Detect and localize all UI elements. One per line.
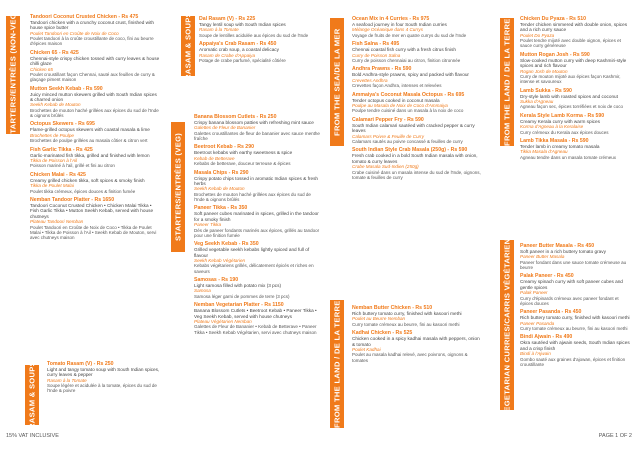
- menu-item-description: Tandoori chicken with a crunchy coconut crust, finished with house spice butter: [30, 20, 155, 31]
- menu-item-french-title: Tikka de Poulet Malai: [30, 183, 74, 189]
- menu-item-description: Dry-style lamb with roasted spices and coconut: [520, 93, 618, 99]
- menu-item-title: Chicken 65 - Rs 425: [30, 49, 79, 56]
- menu-item-french-title: Chicken 65: [30, 66, 53, 72]
- menu-item-french-title: Tikka de Poisson à l'Ail: [30, 158, 78, 164]
- footer-page-number: PAGE 1 OF 2: [598, 433, 632, 439]
- column-4-bottom: [520, 243, 632, 370]
- menu-item: [194, 170, 320, 203]
- menu-item-french-title: Sukka d'Agneau: [520, 99, 554, 105]
- menu-item-french-title: Kebab de Betterave: [194, 155, 235, 161]
- menu-item-french-description: Gombo sauté aux graines d'ajowan, épices et finition croustillante: [520, 356, 626, 367]
- menu-item-title: Masala Chips - Rs 290: [194, 169, 249, 176]
- menu-item-description: Crispy banana blossom patties with refreshing mint sauce: [194, 120, 314, 125]
- menu-item-description: Creamy grilled chicken tikka, soft spices & smoky finish: [30, 177, 145, 183]
- menu-item-french-description: Poulet tikka crémeux, épices douces & finition fumée: [30, 188, 136, 194]
- menu-item-french-description: Poisson mariné à l'ail, grillé et fini au citron: [30, 163, 115, 169]
- menu-item-french-title: Bindi à l'Ajwain: [520, 351, 551, 357]
- menu-item-description: Flame-grilled octopus skewers with coastal masala & lime: [30, 127, 150, 133]
- menu-item-description: Garlic-marinated fish tikka, grilled and finished with lemon: [30, 152, 150, 158]
- column-3-bottom: [352, 305, 482, 366]
- menu-item-title: Ocean Mix in 4 Curries - Rs 975: [352, 16, 430, 22]
- menu-item-french-description: Galettes croustillantes de fleur de bananier avec sauce menthe fraîche: [194, 130, 320, 142]
- menu-item: [30, 147, 160, 169]
- column-1-bottom: [47, 361, 162, 397]
- menu-item-french-title: Curry de Poisson Salna: [352, 52, 401, 58]
- menu-item-french-description: Kebabs de betterave, douceur terreuse & épices: [194, 161, 291, 167]
- menu-item-french-description: Curry d'épinards crémeux avec paneer fondant et épices douces: [520, 295, 619, 306]
- menu-item: [194, 302, 320, 335]
- menu-item-french-title: Seekh Kebab de Mouton: [30, 102, 81, 108]
- menu-item: [352, 16, 482, 38]
- menu-item-french-description: Poulet tandoori à la croûte croustillante de coco, fini au beurre d'épices maison: [30, 36, 154, 47]
- menu-item-description: Aromatic crab soup, a coastal delicacy: [199, 47, 279, 53]
- menu-item-title: Kerala Style Lamb Korma - Rs 590: [520, 112, 605, 119]
- menu-item: [352, 66, 482, 88]
- menu-item-french-title: Poulet Tandoori en Croûte de Noix de Coco: [30, 30, 119, 36]
- column-3-top: [352, 16, 482, 183]
- menu-item-title: Paneer Butter Masala - Rs 450: [520, 243, 595, 249]
- menu-item-description: A seafood journey in four South Indian curries: [352, 22, 447, 27]
- menu-item-description: Rich buttery tomato curry, finished with kasoori methi: [352, 311, 462, 316]
- menu-item-french-title: Palak Paneer: [520, 290, 548, 296]
- menu-item-french-description: Poulpe tendre cuisiné dans un masala à la noix de coco: [352, 108, 464, 114]
- menu-item-title: Calamari Pepper Fry - Rs 590: [352, 116, 424, 123]
- menu-item-french-description: Soupe légère et acidulée à la tomate, épices du sud de l'Inde & poivre: [47, 383, 157, 394]
- menu-item-description: Chicken cooked in a spicy kadhai masala with peppers, onion & tomato: [352, 336, 480, 347]
- menu-item: [520, 113, 632, 135]
- menu-item-description: Tandoori Coconut Crusted Chicken • Chicken Malai Tikka • Fish Garlic Tikka • Mutton Seekh Kebab, served with house chutneys: [30, 203, 154, 219]
- menu-item-description: Light samosa filled with potato mix (3 pcs): [194, 283, 282, 289]
- menu-item-description: Crispy potato chips tossed in aromatic Indian spices & fresh herbs: [194, 175, 319, 187]
- menu-item-title: Ammaiya's Coconut Masala Octopus - Rs 695: [352, 91, 465, 98]
- menu-item-french-title: Seekh Kebab Végétarien: [194, 258, 246, 264]
- menu-item-french-title: Poulet au Beurre Nemban: [352, 316, 406, 322]
- menu-item-description: Tender chicken simmered with double onion, spices and a rich curry sauce: [520, 22, 628, 33]
- menu-item-description: Grilled vegetable seekh kebabs lightly spiced and full of flavour: [194, 247, 310, 258]
- menu-item-title: Fish Salna - Rs 495: [352, 41, 400, 48]
- section-tab-sea: FROM THE SEA/DE LA MER: [330, 18, 344, 146]
- menu-item-title: Fish Garlic Tikka - Rs 425: [30, 146, 93, 153]
- menu-item-title: Nemban Butter Chicken - Rs 510: [352, 305, 433, 311]
- menu-item: [520, 243, 632, 270]
- menu-item-title: Samosas - Rs 190: [194, 277, 239, 284]
- menu-item-french-description: Agneau tendre dans un masala tomate crémeux: [520, 154, 617, 160]
- menu-item-french-title: Paneer Butter Masala: [520, 254, 565, 260]
- column-2-top: [199, 16, 319, 66]
- menu-item-french-description: Soupe de lentilles acidulée aux épices du sud de l'Inde: [199, 32, 309, 38]
- menu-item: [520, 334, 632, 367]
- menu-item-title: Bindi Ajwain - Rs 490: [520, 334, 573, 341]
- menu-item-title: Paneer Pasanda - Rs 450: [520, 309, 582, 316]
- menu-item-french-description: Voyage de fruits de mer en quatre currys du sud de l'Inde: [352, 32, 467, 38]
- menu-item: [30, 121, 160, 143]
- menu-item-french-description: Poulet Tandoori en Croûte de Noix de Coco • Tikka de Poulet Malai • Tikka de Poisson à l'Ail • Seekh Kebab de Mouton, servi avec chutneys maison: [30, 224, 157, 241]
- menu-item-title: Beetroot Kebab - Rs 290: [194, 144, 254, 151]
- menu-item: [352, 305, 482, 327]
- menu-item: [352, 92, 482, 114]
- menu-item-title: Lamb Tikka Masala - Rs 590: [520, 138, 589, 145]
- menu-item-french-title: Rasam à la Tomate: [47, 377, 87, 383]
- column-2-mid: [194, 114, 320, 338]
- menu-item: [30, 14, 160, 47]
- menu-item-french-description: Poulet au masala kadhai relevé, avec poivrons, oignons & tomates: [352, 352, 468, 363]
- menu-item-description: Beetroot kebabs with earthy sweetness & spice: [194, 150, 293, 156]
- menu-item: [194, 144, 320, 166]
- menu-item-title: Octopus Skewers - Rs 695: [30, 121, 95, 128]
- menu-item-title: Chicken Du Pyaza - Rs 510: [520, 16, 587, 22]
- menu-item-title: Palak Paneer - Rs 450: [520, 273, 574, 280]
- menu-item-french-title: Rogan Josh de Mouton: [520, 68, 568, 74]
- menu-item-description: Fresh crab cooked in a bold South Indian masala with onion, tomato & curry leaves: [352, 153, 478, 164]
- column-4-top: [520, 16, 632, 163]
- menu-item: [520, 138, 632, 160]
- section-tab-rasam-soups-2: RASAM & SOUPS: [181, 16, 195, 76]
- menu-item-title: South Indian Style Crab Masala (250g) - Rs 590: [352, 147, 468, 154]
- menu-item: [30, 172, 160, 194]
- menu-item-description: Tangy lentil soup with South Indian spices: [199, 22, 286, 27]
- menu-item-description: Slow-cooked mutton curry with deep Kashmiri-style spices and rich flavour: [520, 57, 627, 69]
- menu-item-description: Bold Andhra-style prawns, spicy and packed with flavour: [352, 72, 469, 78]
- menu-item-description: Tender lamb in creamy tomato masala: [520, 144, 600, 150]
- menu-item-french-title: Plateau Végétarien Nemban: [194, 319, 252, 325]
- menu-item: [47, 361, 162, 394]
- menu-item-description: Light and tangy tomato soup with South Indian spices, curry leaves & pepper: [47, 367, 160, 378]
- menu-item: [199, 16, 319, 38]
- menu-item-description: Chennai coastal fish curry with a fresh citrus finish: [352, 47, 456, 53]
- menu-item-french-title: Galettes de Fleur de Bananier: [194, 125, 256, 131]
- menu-item-title: Lamb Sukka - Rs 590: [520, 87, 572, 94]
- section-tab-land-right: FROM THE LAND / DE LA TERRE: [500, 18, 514, 146]
- menu-item-description: South Indian calamari sautéed with cracked pepper & curry leaves: [352, 122, 475, 134]
- menu-item-title: Dal Rasam (V) - Rs 225: [199, 16, 256, 22]
- section-tab-starters-veg: STARTERS/ENTRÉES (VEG): [171, 122, 185, 252]
- menu-item-french-title: Plateau Tandoori Nemban: [30, 219, 84, 225]
- menu-item: [520, 273, 632, 306]
- menu-item-title: Tomato Rasam (V) - Rs 250: [47, 361, 114, 367]
- menu-item-french-description: Brochettes de poulpe grillées au masala côtier & citron vert: [30, 138, 148, 144]
- menu-item-french-description: Curry de mouton mijoté aux épices façon Kashmir, intense et savoureux: [520, 74, 621, 85]
- section-tab-veg-curries: VEGETARIAN CURRIES/CARRIS VÉGÉTARIENS: [500, 240, 514, 410]
- menu-item: [194, 277, 320, 299]
- menu-item-french-description: Samosa léger garni de pommes de terre (3 pcs): [194, 293, 290, 299]
- menu-item-title: Paneer Tikka - Rs 350: [194, 205, 248, 212]
- menu-item-description: Okra sautéed with ajwain seeds, South Indian spices and a crisp finish: [520, 340, 630, 351]
- menu-item: [194, 114, 320, 141]
- menu-item-french-title: Samosa: [194, 288, 211, 294]
- menu-item-french-title: Mélange Océanique dans 4 Currys: [352, 27, 423, 33]
- menu-item-title: Mutton Seekh Kebab - Rs 590: [30, 85, 103, 92]
- column-1-top: [30, 14, 160, 243]
- menu-item-french-title: Rasam à la Tomate: [199, 27, 239, 33]
- menu-item: [520, 16, 632, 49]
- footer-vat-note: 15% VAT INCLUSIVE: [6, 433, 59, 439]
- menu-item-french-title: Rasam de Crabe d'Appaiya: [199, 52, 256, 58]
- menu-item-title: Mutton Rogan Josh - Rs 590: [520, 51, 590, 58]
- menu-item-french-title: Paneer Tikka: [194, 222, 222, 228]
- menu-item-french-title: Poulet Kadhai: [352, 347, 381, 353]
- menu-item-french-description: Curry crémeux du Kerala aux épices douces: [520, 129, 609, 135]
- menu-item-description: Creamy spinach curry with soft paneer cubes and gentle spices: [520, 279, 623, 290]
- menu-item: [352, 330, 482, 363]
- menu-item-french-description: Dés de paneer fondants marinés aux épices, grillés au tandoor pour une finition fumée: [194, 227, 320, 238]
- section-tab-rasam-soups-1: RASAM & SOUPS: [25, 365, 39, 425]
- menu-item: [194, 205, 320, 238]
- menu-item-french-title: Seekh Kebab de Mouton: [194, 186, 245, 192]
- menu-item-french-description: Paneer fondant dans une sauce tomate crémeuse au beurre: [520, 259, 627, 271]
- menu-item-description: Rich buttery tomato curry, finished with kasoori methi: [520, 315, 630, 321]
- menu-item: [520, 309, 632, 331]
- menu-item: [30, 50, 160, 83]
- section-tab-land-mid: FROM THE LAND / DE LA TERRE: [330, 300, 344, 428]
- menu-item-french-title: Korma d'Agneau à la Keralaise: [520, 124, 584, 130]
- menu-item-french-title: Tikka Masala d'Agneau: [520, 149, 568, 155]
- menu-item-french-description: Curry de poisson chennaiai au citron, finition citronnée: [352, 58, 461, 64]
- menu-item-description: Creamy Kerala curry with warm spices: [520, 118, 600, 124]
- section-tab-starters: STARTERS/ENTRÉES (NON-VEG): [6, 16, 20, 134]
- menu-item: [199, 41, 319, 63]
- menu-item-french-title: Poulpe au Masala de Noix de Coco d'Ammaiya: [352, 103, 448, 109]
- menu-item-description: Soft paneer cubes marinated in spices, grilled in the tandoor for a smoky finish: [194, 211, 319, 222]
- menu-item: [352, 117, 482, 144]
- menu-item-title: Veg Seekh Kebab - Rs 350: [194, 241, 259, 248]
- menu-item: [520, 52, 632, 85]
- menu-item-french-description: Curry tomate crémeux au beurre, fini au kasoori methi: [352, 321, 460, 327]
- menu-item-french-description: Poulet croustillant façon Chennai, sauté aux feuilles de curry & glaçage piment maison: [30, 72, 155, 83]
- menu-item-title: Nemban Vegetarian Platter - Rs 1150: [194, 302, 284, 309]
- menu-item-title: Nemban Tandoor Platter - Rs 1650: [30, 197, 115, 204]
- menu-item-french-description: Calamars sautés au poivre concassé & feuilles de curry: [352, 139, 463, 145]
- menu-item-french-description: Galettes de Fleur de Bananier • Kebab de Betterave • Paneer Tikka • Seekh Kebab Végétarien, servi avec chutneys maison: [194, 324, 317, 335]
- menu-item: [520, 88, 632, 110]
- menu-item-french-title: Poulet Do Pyaza: [520, 32, 555, 38]
- menu-item-french-description: Brochettes de mouton haché grillées aux épices du sud de l'Inde & oignons brûlés: [194, 191, 311, 203]
- menu-item-french-description: Curry tomate crémeux au beurre, fini au kasoori methi: [520, 326, 628, 332]
- menu-item-french-title: Paneer Pasanda: [520, 320, 555, 326]
- menu-item-title: Tandoori Coconut Crusted Chicken - Rs 475: [30, 14, 139, 20]
- menu-item-french-title: Brochettes de Poulpe: [30, 132, 74, 138]
- menu-item: [194, 241, 320, 274]
- menu-item-description: Soft paneer in a rich buttery tomato gravy: [520, 249, 606, 254]
- menu-item: [352, 41, 482, 63]
- menu-item-french-description: Crabe cuisiné dans un masala intense du sud de l'Inde, oignons, tomate & feuilles de curry: [352, 169, 481, 180]
- menu-item-description: Juicy minced mutton skewers grilled with South Indian spices & charred onion: [30, 91, 157, 103]
- menu-item-title: Chicken Malai - Rs 425: [30, 171, 86, 178]
- menu-item: [30, 86, 160, 119]
- menu-item-french-description: Potage de crabe parfumé, spécialité côtière: [199, 58, 286, 64]
- menu-item: [30, 197, 160, 240]
- menu-item-description: Banana Blossom Cutlets • Beetroot Kebab • Paneer Tikka • Veg Seekh Kebab, served with house chutneys: [194, 308, 317, 319]
- menu-item-french-description: Agneau façon sec, épices torréfiées et noix de coco: [520, 104, 624, 110]
- menu-item-french-description: Crevettes façon Andhra, intenses et relevées: [352, 83, 442, 89]
- menu-item-title: Banana Blossom Cutlets - Rs 250: [194, 114, 277, 120]
- menu-item-title: Andhra Prawns - Rs 590: [352, 66, 412, 73]
- menu-item-french-description: Brochettes de mouton haché grillées aux épices du sud de l'Inde & oignons brûlés: [30, 107, 159, 119]
- menu-item-french-title: Crevettes Andhra: [352, 77, 388, 83]
- menu-item-title: Kadhai Chicken - Rs 525: [352, 330, 413, 337]
- menu-item-french-title: Calamars Poivre & Feuille de Curry: [352, 133, 424, 139]
- menu-item-french-description: Poulet tendre mijoté avec double oignon, épices et sauce curry généreuse: [520, 38, 621, 49]
- menu-item: [352, 147, 482, 180]
- menu-item-description: Chennai-style crispy chicken tossed with curry leaves & house chilli glaze: [30, 55, 160, 67]
- menu-item-title: Appaiya's Crab Rasam - Rs 450: [199, 41, 277, 48]
- menu-item-description: Tender octopus cooked in coconut masala: [352, 97, 440, 103]
- menu-item-french-description: Kebabs végétariens grillés, délicatement épicés et riches en saveurs: [194, 263, 314, 274]
- menu-item-french-title: Crabe Masala Sud-Indien (250g): [352, 164, 419, 170]
